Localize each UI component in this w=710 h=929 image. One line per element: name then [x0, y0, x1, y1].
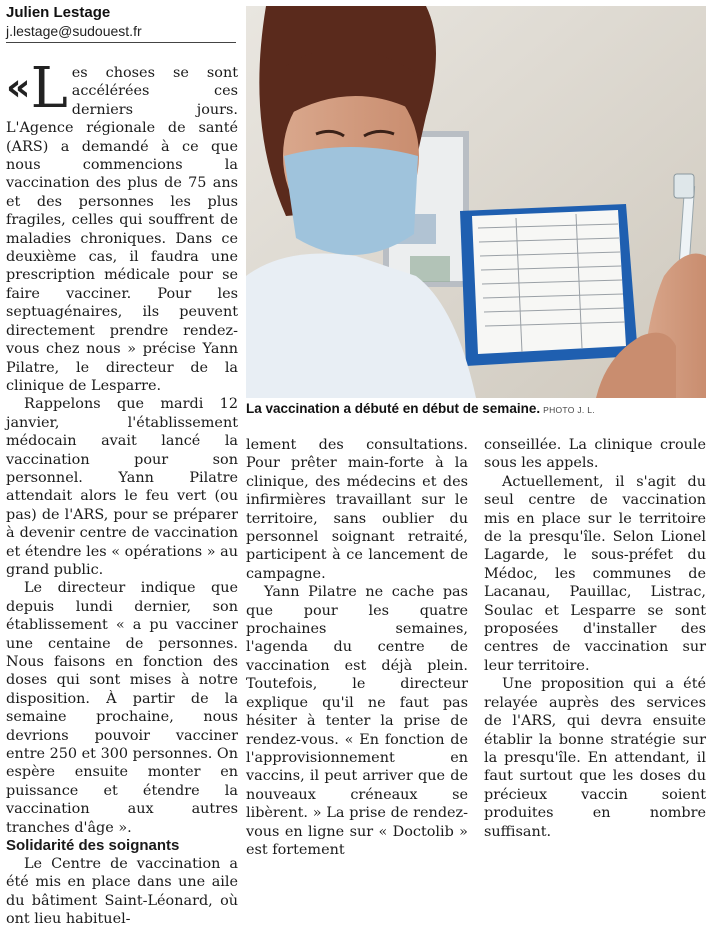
paragraph-4-start: Le Centre de vaccination a été mis en place dans une aile du bâtiment Saint-Léonard, où ont lieu habituel- — [6, 856, 238, 928]
caption-text: La vaccination a débuté en début de semaine. — [246, 401, 541, 416]
paragraph-7: Une proposition qui a été relayée auprès des services de l'ARS, qui devra ensuite établir la bonne stratégie sur la presqu'île. En attendant, il faut surtout que les doses du précieux vaccin soient produites en nombre suffisant. — [484, 676, 706, 840]
article-photo — [246, 6, 706, 398]
photo-caption — [246, 400, 706, 419]
author-email: j.lestage@sudouest.fr — [6, 22, 236, 43]
open-quote: « — [6, 65, 31, 109]
photo-credit: PHOTO J. L. — [543, 405, 595, 415]
paragraph-2: Rappelons que mardi 12 janvier, l'établissement médocain avait lancé la vaccination pour son personnel. Yann Pilatre attendait alors le feu vert (ou pas) de l'ARS, pour se préparer à devenir centre de vaccination et étendre les « opérations » au grand public. — [6, 396, 238, 578]
author-name: Julien Lestage — [6, 4, 111, 21]
column-2 — [246, 436, 468, 859]
paragraph-1: es choses se sont accélérées ces derniers jours. L'Agence régionale de santé (ARS) a demandé à ce que nous commencions la vaccination des plus de 75 ans et des personnes les plus fragiles, celles qui souffrent de maladies chroniques. Dans ce deuxième cas, il faudra une prescription médicale pour se faire vacciner. Pour les septuagénaires, ils peuvent directement prendre rendez-vous chez nous » précise Yann Pilatre, le directeur de la clinique de Lesparre. — [6, 65, 238, 394]
paragraph-6: Actuellement, il s'agit du seul centre de vaccination mis en place sur le territoire de la presqu'île. Selon Lionel Lagarde, le sous-préfet du Médoc, les communes de Lacanau, Pauillac, Listrac, Soulac et Lesparre se sont proposées d'installer des centres de vaccination sur leur territoire. — [484, 473, 706, 674]
paragraph-3: Le directeur indique que depuis lundi dernier, son établissement « a pu vacciner une centaine de personnes. Nous faisons en fonction des doses qui sont mises à notre disposition. À partir de la semaine prochaine, nous devrions pouvoir vacciner entre 250 et 300 personnes. On espère ensuite monter en puissance et étendre la vaccination aux autres tranches d'âge ». — [6, 580, 238, 836]
byline — [6, 4, 236, 43]
lead-paragraph — [6, 56, 238, 395]
paragraph-5: Yann Pilatre ne cache pas que pour les quatre prochaines semaines, l'agenda du centre de vaccination est déjà plein. Toutefois, le directeur explique qu'il ne faut pas hésiter à tenter la prise de rendez-vous. « En fonction de l'approvisionnement en vaccins, il peut arriver que de nouveaux créneaux se libèrent. » La prise de rendez-vous en ligne sur « Doctolib » est fortement — [246, 584, 468, 858]
paragraph-4-cont: lement des consultations. Pour prêter main-forte à la clinique, des médecins et des infirmières travaillant sur le territoire, sans oublier du personnel soignant retraité, participent à ce lancement de campagne. — [246, 437, 468, 582]
column-1 — [6, 56, 238, 929]
column-3 — [484, 436, 706, 841]
schedule-folder — [460, 204, 638, 366]
paragraph-5-cont: conseillée. La clinique croule sous les appels. — [484, 437, 706, 472]
drop-cap: L — [30, 56, 68, 121]
subheading: Solidarité des soignants — [6, 837, 180, 855]
photo-illustration — [246, 6, 706, 398]
